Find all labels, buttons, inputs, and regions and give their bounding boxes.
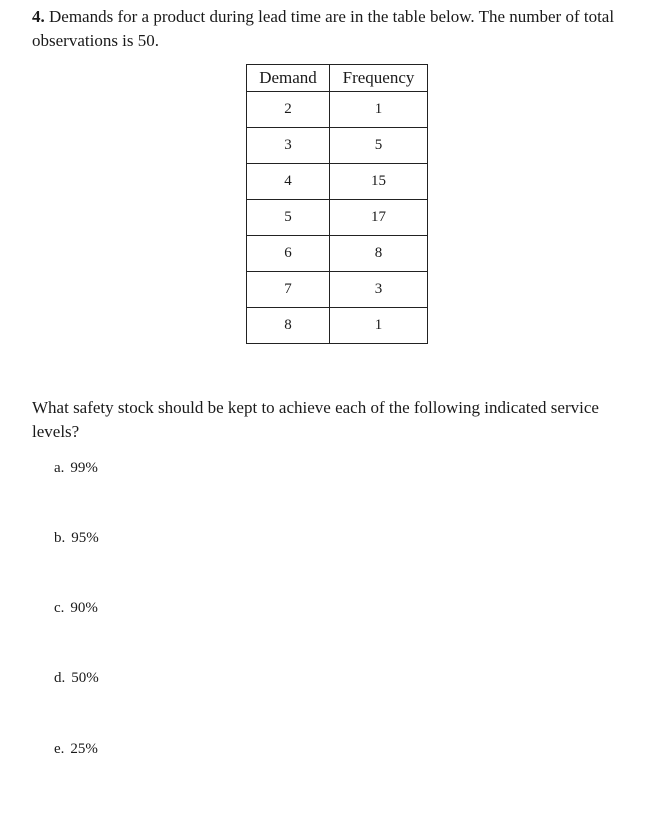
cell-frequency: 8	[330, 236, 428, 272]
demand-frequency-table	[246, 64, 428, 344]
table-row	[247, 308, 428, 344]
table-row	[247, 128, 428, 164]
cell-frequency: 1	[330, 308, 428, 344]
header-frequency: Frequency	[330, 65, 428, 92]
option-d	[54, 668, 99, 688]
option-value: 25%	[70, 741, 98, 757]
table-row	[247, 92, 428, 128]
table-row	[247, 236, 428, 272]
table-row	[247, 164, 428, 200]
option-a	[54, 458, 98, 478]
cell-frequency: 1	[330, 92, 428, 128]
table-row	[247, 200, 428, 236]
option-label: b.	[54, 530, 66, 546]
cell-demand: 4	[247, 164, 330, 200]
option-label: d.	[54, 670, 66, 686]
option-b	[54, 528, 99, 548]
option-label: c.	[54, 600, 65, 616]
option-e	[54, 739, 98, 759]
cell-demand: 2	[247, 92, 330, 128]
prompt-text: What safety stock should be kept to achieve each of the following indicated service levels?	[32, 398, 599, 441]
question-body: Demands for a product during lead time are in the table below. The number of total observations is 50.	[32, 7, 615, 50]
option-value: 50%	[71, 670, 99, 686]
cell-demand: 5	[247, 200, 330, 236]
table-row	[247, 272, 428, 308]
option-value: 95%	[71, 530, 99, 546]
header-demand: Demand	[247, 65, 330, 92]
cell-demand: 6	[247, 236, 330, 272]
option-label: a.	[54, 460, 65, 476]
cell-frequency: 5	[330, 128, 428, 164]
cell-frequency: 17	[330, 200, 428, 236]
question-number: 4.	[32, 7, 45, 26]
cell-demand: 7	[247, 272, 330, 308]
cell-demand: 3	[247, 128, 330, 164]
cell-frequency: 15	[330, 164, 428, 200]
option-value: 90%	[70, 600, 98, 616]
option-label: e.	[54, 741, 65, 757]
cell-frequency: 3	[330, 272, 428, 308]
option-c	[54, 598, 98, 618]
option-value: 99%	[70, 460, 98, 476]
table-header-row	[247, 65, 428, 92]
cell-demand: 8	[247, 308, 330, 344]
question-text	[32, 5, 632, 53]
